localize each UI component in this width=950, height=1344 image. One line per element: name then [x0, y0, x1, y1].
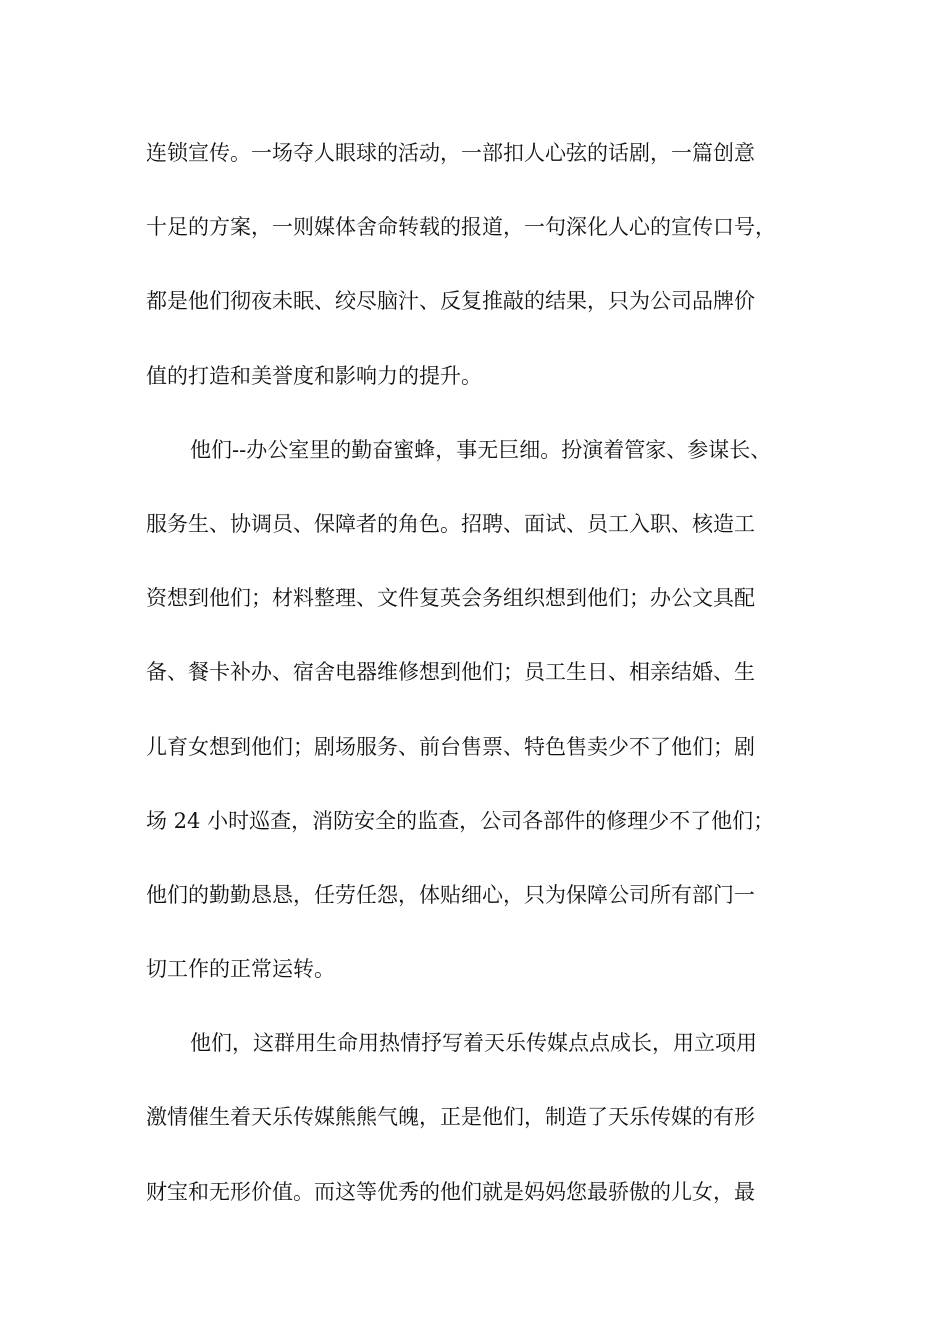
- text-line: 资想到他们；材料整理、文件复英会务组织想到他们；办公文具配: [146, 586, 755, 611]
- text-line: 儿育女想到他们；剧场服务、前台售票、特色售卖少不了他们；剧: [146, 734, 755, 759]
- text-line: 十足的方案，一则媒体舍命转载的报道，一句深化人心的宣传口号，: [146, 215, 776, 240]
- text-line: 场 24 小时巡查，消防安全的监查，公司各部件的修理少不了他们；: [146, 808, 775, 833]
- text-line: 切工作的正常运转。: [146, 957, 335, 982]
- body-text: [146, 131, 810, 1244]
- paragraph-first-line: 他们--办公室里的勤奋蜜蜂，事无巨细。扮演着管家、参谋长、: [190, 437, 772, 462]
- paragraph-first-line: 他们，这群用生命用热情抒写着天乐传媒点点成长，用立项用: [190, 1031, 757, 1056]
- text-line: 备、餐卡补办、宿舍电器维修想到他们；员工生日、相亲结婚、生: [146, 660, 755, 685]
- text-line: 都是他们彻夜未眠、绞尽脑汁、反复推敲的结果，只为公司品牌价: [146, 289, 755, 314]
- text-line: 财宝和无形价值。而这等优秀的他们就是妈妈您最骄傲的儿女，最: [146, 1179, 755, 1204]
- text-line: 他们的勤勤恳恳，任劳任怨，体贴细心，只为保障公司所有部门一: [146, 882, 755, 907]
- text-line: 服务生、协调员、保障者的角色。招聘、面试、员工入职、核造工: [146, 511, 755, 536]
- text-line: 激情催生着天乐传媒熊熊气魄，正是他们，制造了天乐传媒的有形: [146, 1105, 755, 1130]
- text-line: 连锁宣传。一场夺人眼球的活动，一部扣人心弦的话剧，一篇创意: [146, 141, 755, 165]
- text-line: 值的打造和美誉度和影响力的提升。: [146, 363, 482, 388]
